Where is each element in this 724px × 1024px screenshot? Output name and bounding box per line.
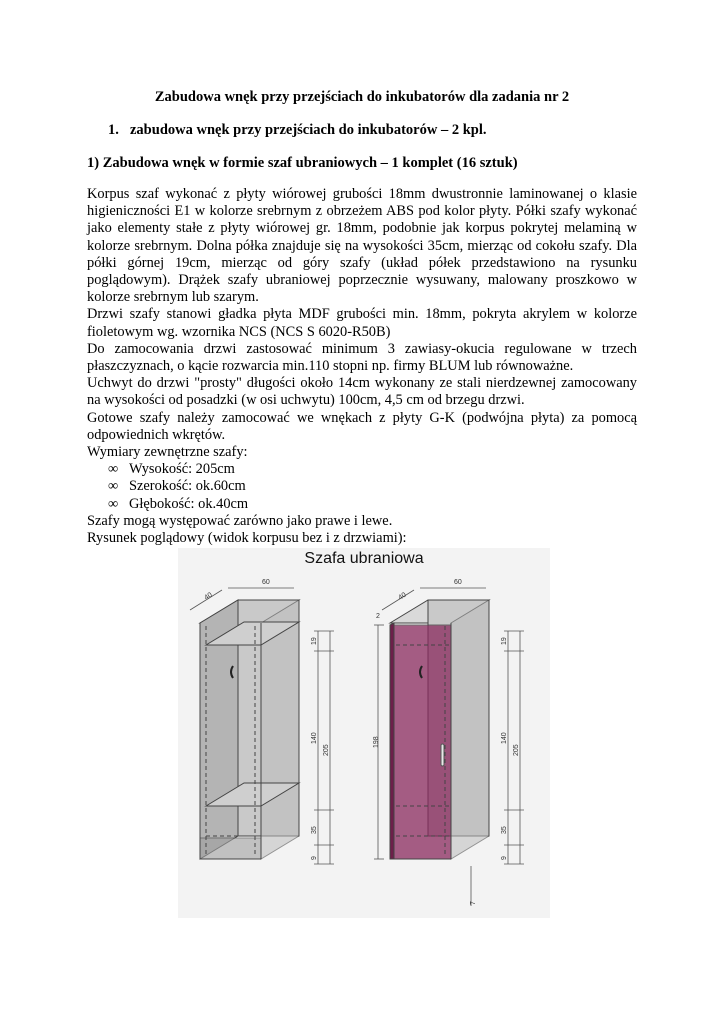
label-top-shelf: 19 xyxy=(311,637,318,645)
label-bottom-shelf: 35 xyxy=(501,826,508,834)
label-bottom-shelf: 35 xyxy=(311,826,318,834)
label-width: 60 xyxy=(262,579,270,586)
label-middle: 140 xyxy=(501,732,508,744)
plinth xyxy=(200,838,261,859)
label-depth: 40 xyxy=(397,591,408,602)
list-item: ∞ Wysokość: 205cm xyxy=(108,461,235,478)
label-gap: 2 xyxy=(376,613,380,620)
label-total: 205 xyxy=(513,744,520,756)
dimensions-list xyxy=(87,461,637,513)
paragraph-korpus: Korpus szaf wykonać z płyty wiórowej grubości 18mm dwustronnie laminowanej o klasie higieniczności E1 w kolorze srebrnym z obrzeżem ABS pod kolor płyty. Półki szafy wykonać jako elementy stałe z płyty wiórowej gr. 18mm, podobnie jak korpus pokrytej melaminą w kolorze srebrnym. Dolna półka znajduje się na wysokości 35cm, mierząc od cokołu szafy. Dla półki górnej 19cm, mierząc od góry szafy (układ półek przedstawiono na rysunku poglądowym). Drążek szafy ubraniowej poprzecznie wysuwany, malowany proszkowo w kolorze srebrnym lub szarym. xyxy=(87,186,637,306)
label-depth: 40 xyxy=(203,591,214,602)
bullet-icon: ∞ xyxy=(108,478,119,495)
list-item: ∞ Głębokość: ok.40cm xyxy=(108,495,249,512)
paragraph-uchwyt: Uchwyt do drzwi "prosty" długości około 14cm wykonany ze stali nierdzewnej zamocowany na wysokości od posadzki (w osi uchwytu) 100cm, 4,5 cm od brzegu drzwi. xyxy=(87,375,637,409)
paragraph-zawiasy: Do zamocowania drzwi zastosować minimum 3 zawiasy-okucia regulowane w trzech płaszczyznach, o kącie rozwarcia min.110 stopni np. firmy BLUM lub równoważne. xyxy=(87,340,637,375)
door-edge xyxy=(390,623,394,859)
wardrobe-figure xyxy=(178,548,550,918)
item-number: 1. xyxy=(108,122,119,138)
door-handle-icon xyxy=(441,744,444,766)
label-door: 198 xyxy=(373,736,380,748)
bullet-icon: ∞ xyxy=(108,461,119,478)
section-heading: 1) Zabudowa wnęk w formie szaf ubraniowych – 1 komplet (16 sztuk) xyxy=(87,155,518,171)
paragraph-rysunek: Rysunek poglądowy (widok korpusu bez i z drzwiami): xyxy=(87,530,407,547)
label-width: 60 xyxy=(454,579,462,586)
list-item: ∞ Szerokość: ok.60cm xyxy=(108,478,246,495)
document-body xyxy=(87,186,637,547)
label-middle: 140 xyxy=(311,732,318,744)
label-plinth: 9 xyxy=(311,856,318,860)
numbered-item xyxy=(108,122,487,139)
paragraph-strony: Szafy mogą występować zarówno jako prawe i lewe. xyxy=(87,512,393,529)
document-title: Zabudowa wnęk przy przejściach do inkubatorów dla zadania nr 2 xyxy=(154,89,570,105)
label-top-shelf: 19 xyxy=(501,637,508,645)
label-floor: 7 xyxy=(470,901,477,905)
label-plinth: 9 xyxy=(501,856,508,860)
closed-carcass-drawing xyxy=(390,600,489,859)
paragraph-wymiary: Wymiary zewnętrzne szafy: xyxy=(87,444,248,461)
paragraph-drzwi: Drzwi szafy stanowi gładka płyta MDF grubości min. 18mm, pokryta akrylem w kolorze fioletowym wg. wzornika NCS (NCS S 6020-R50B) xyxy=(87,306,637,340)
bullet-icon: ∞ xyxy=(108,495,119,512)
figure-title: Szafa ubraniowa xyxy=(304,550,424,567)
item-text: zabudowa wnęk przy przejściach do inkubatorów – 2 kpl. xyxy=(130,122,487,138)
paragraph-montaz: Gotowe szafy należy zamocować we wnękach z płyty G-K (podwójna płyta) za pomocą odpowiednich wkrętów. xyxy=(87,409,637,443)
label-total: 205 xyxy=(323,744,330,756)
open-carcass-drawing xyxy=(200,600,299,859)
carcass-right-side xyxy=(451,600,489,859)
door-panel xyxy=(390,625,451,859)
wardrobe-drawings xyxy=(178,548,550,918)
